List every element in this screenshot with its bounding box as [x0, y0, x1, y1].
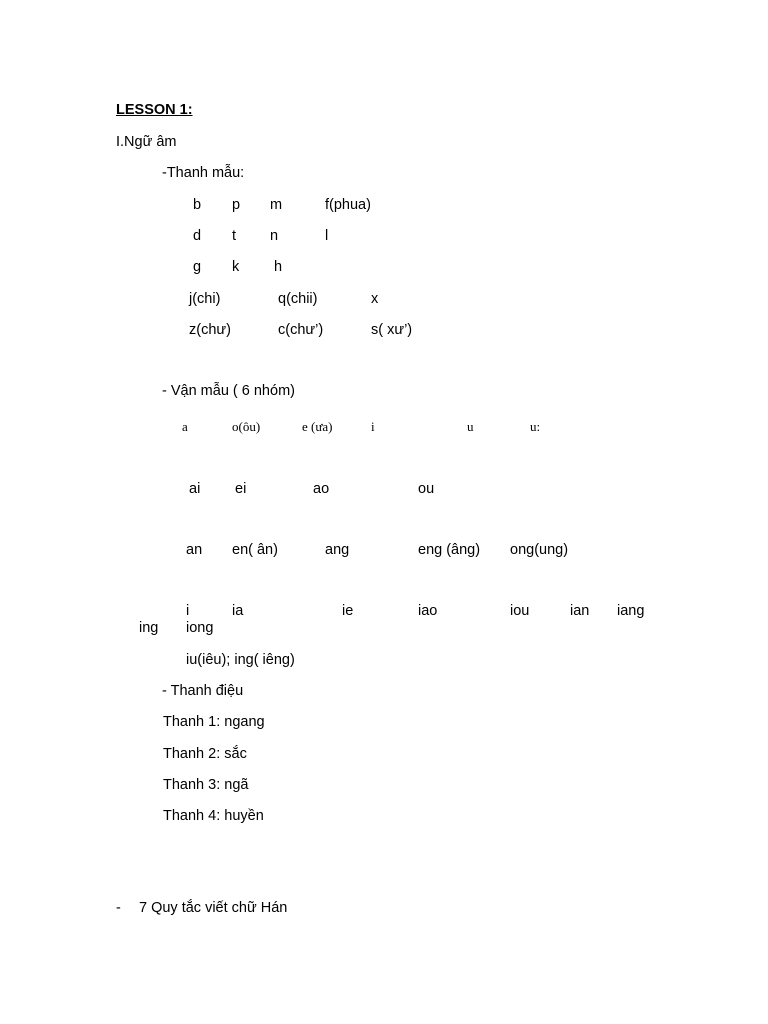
tone-item: Thanh 2: sắc — [163, 746, 247, 762]
final-simple: a — [182, 419, 188, 434]
initial: h — [274, 259, 283, 275]
initial: g — [193, 259, 202, 275]
final-i-group: iou — [510, 603, 530, 619]
initial: c(chư’) — [278, 322, 324, 338]
final-compound: ei — [235, 481, 247, 497]
initial: f(phua) — [325, 197, 371, 213]
final-nasal: an — [186, 542, 203, 558]
list-bullet: - — [116, 900, 121, 916]
final-simple: u — [467, 419, 474, 434]
initial: z(chư) — [189, 322, 231, 338]
final-nasal: ong(ung) — [510, 542, 569, 558]
final-i-group: ia — [232, 603, 244, 619]
final-i-group: ie — [342, 603, 354, 619]
initial: s( xư’) — [371, 322, 413, 338]
section-heading: I.Ngữ âm — [116, 134, 177, 150]
finals-notes: iu(iêu); ing( iêng) — [186, 652, 295, 668]
final-compound: ai — [189, 481, 201, 497]
initial: x — [371, 291, 379, 307]
final-compound: ou — [418, 481, 435, 497]
final-i-group: ing — [139, 620, 159, 636]
initial: n — [270, 228, 279, 244]
initial: q(chii) — [278, 291, 318, 307]
initial: j(chi) — [189, 291, 221, 307]
initial: k — [232, 259, 240, 275]
initial: d — [193, 228, 202, 244]
final-nasal: en( ân) — [232, 542, 278, 558]
tone-item: Thanh 3: ngã — [163, 777, 249, 793]
tone-item: Thanh 4: huyền — [163, 808, 264, 824]
tones-heading: - Thanh điệu — [162, 683, 244, 699]
tone-item: Thanh 1: ngang — [163, 714, 265, 730]
initials-heading: -Thanh mẫu: — [162, 165, 245, 181]
final-i-group: iao — [418, 603, 438, 619]
rules-heading: 7 Quy tắc viết chữ Hán — [139, 900, 288, 916]
final-simple: u: — [530, 419, 541, 434]
final-nasal: eng (âng) — [418, 542, 481, 558]
initial: m — [270, 197, 283, 213]
final-i-group: i — [186, 603, 190, 619]
initial: l — [325, 228, 329, 244]
initial: b — [193, 197, 202, 213]
lesson-title: LESSON 1: — [116, 102, 193, 118]
final-i-group: iang — [617, 603, 645, 619]
final-i-group: ian — [570, 603, 590, 619]
final-simple: e (ưa) — [302, 419, 333, 434]
final-compound: ao — [313, 481, 330, 497]
initial: t — [232, 228, 237, 244]
initial: p — [232, 197, 241, 213]
final-nasal: ang — [325, 542, 350, 558]
finals-heading: - Vận mẫu ( 6 nhóm) — [162, 383, 295, 399]
final-i-group: iong — [186, 620, 214, 636]
final-simple: i — [371, 419, 375, 434]
final-simple: o(ôu) — [232, 419, 261, 434]
